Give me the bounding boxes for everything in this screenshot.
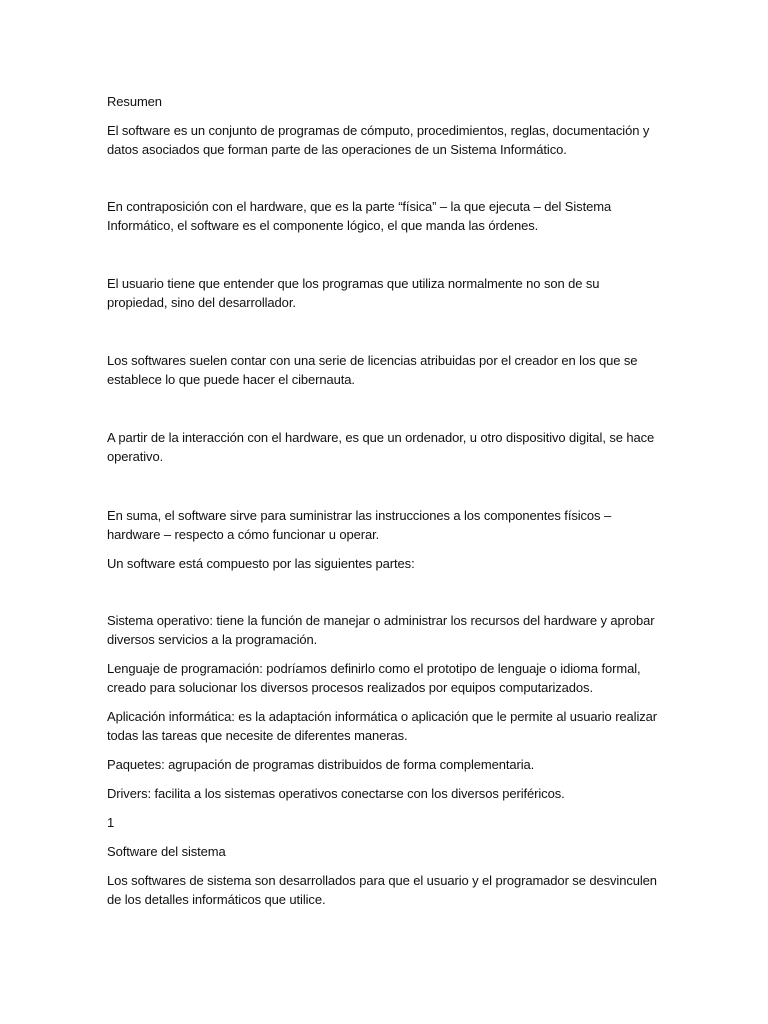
paragraph-parts-intro: Un software está compuesto por las siguientes partes: <box>107 556 415 571</box>
list-item-operating-system: Sistema operativo: tiene la función de manejar o administrar los recursos del hardware y aprobar diversos servicios a la programación. <box>107 613 655 647</box>
page-number: 1 <box>107 815 115 830</box>
heading-resumen: Resumen <box>107 94 162 109</box>
list-item-application: Aplicación informática: es la adaptación informática o aplicación que le permite al usuario realizar todas las tareas que necesite de diferentes maneras. <box>107 709 658 743</box>
list-item-drivers: Drivers: facilita a los sistemas operativos conectarse con los diversos periféricos. <box>107 786 565 801</box>
heading-software-del-sistema: Software del sistema <box>107 844 226 859</box>
paragraph-system-software: Los softwares de sistema son desarrollados para que el usuario y el programador se desvinculen de los detalles informáticos que utilice. <box>107 873 657 907</box>
list-item-programming-language: Lenguaje de programación: podríamos definirlo como el prototipo de lenguaje o idioma formal, creado para solucionar los diversos procesos realizados por equipos computarizados. <box>107 661 641 695</box>
list-item-packages: Paquetes: agrupación de programas distribuidos de forma complementaria. <box>107 757 535 772</box>
paragraph-summary: En suma, el software sirve para suministrar las instrucciones a los componentes físicos – hardware – respecto a cómo funcionar u operar. <box>107 508 612 542</box>
paragraph-licenses: Los softwares suelen contar con una serie de licencias atribuidas por el creador en los que se establece lo que puede hacer el cibernauta. <box>107 353 638 387</box>
paragraph-definition: El software es un conjunto de programas de cómputo, procedimientos, reglas, documentación y datos asociados que forman parte de las operaciones de un Sistema Informático. <box>107 123 650 157</box>
paragraph-interaction: A partir de la interacción con el hardware, es que un ordenador, u otro dispositivo digital, se hace operativo. <box>107 430 655 464</box>
paragraph-hardware-contrast: En contraposición con el hardware, que es la parte “física” – la que ejecuta – del Sistema Informático, el software es el componente lógico, el que manda las órdenes. <box>107 199 612 233</box>
paragraph-user-ownership: El usuario tiene que entender que los programas que utiliza normalmente no son de su propiedad, sino del desarrollador. <box>107 276 600 310</box>
